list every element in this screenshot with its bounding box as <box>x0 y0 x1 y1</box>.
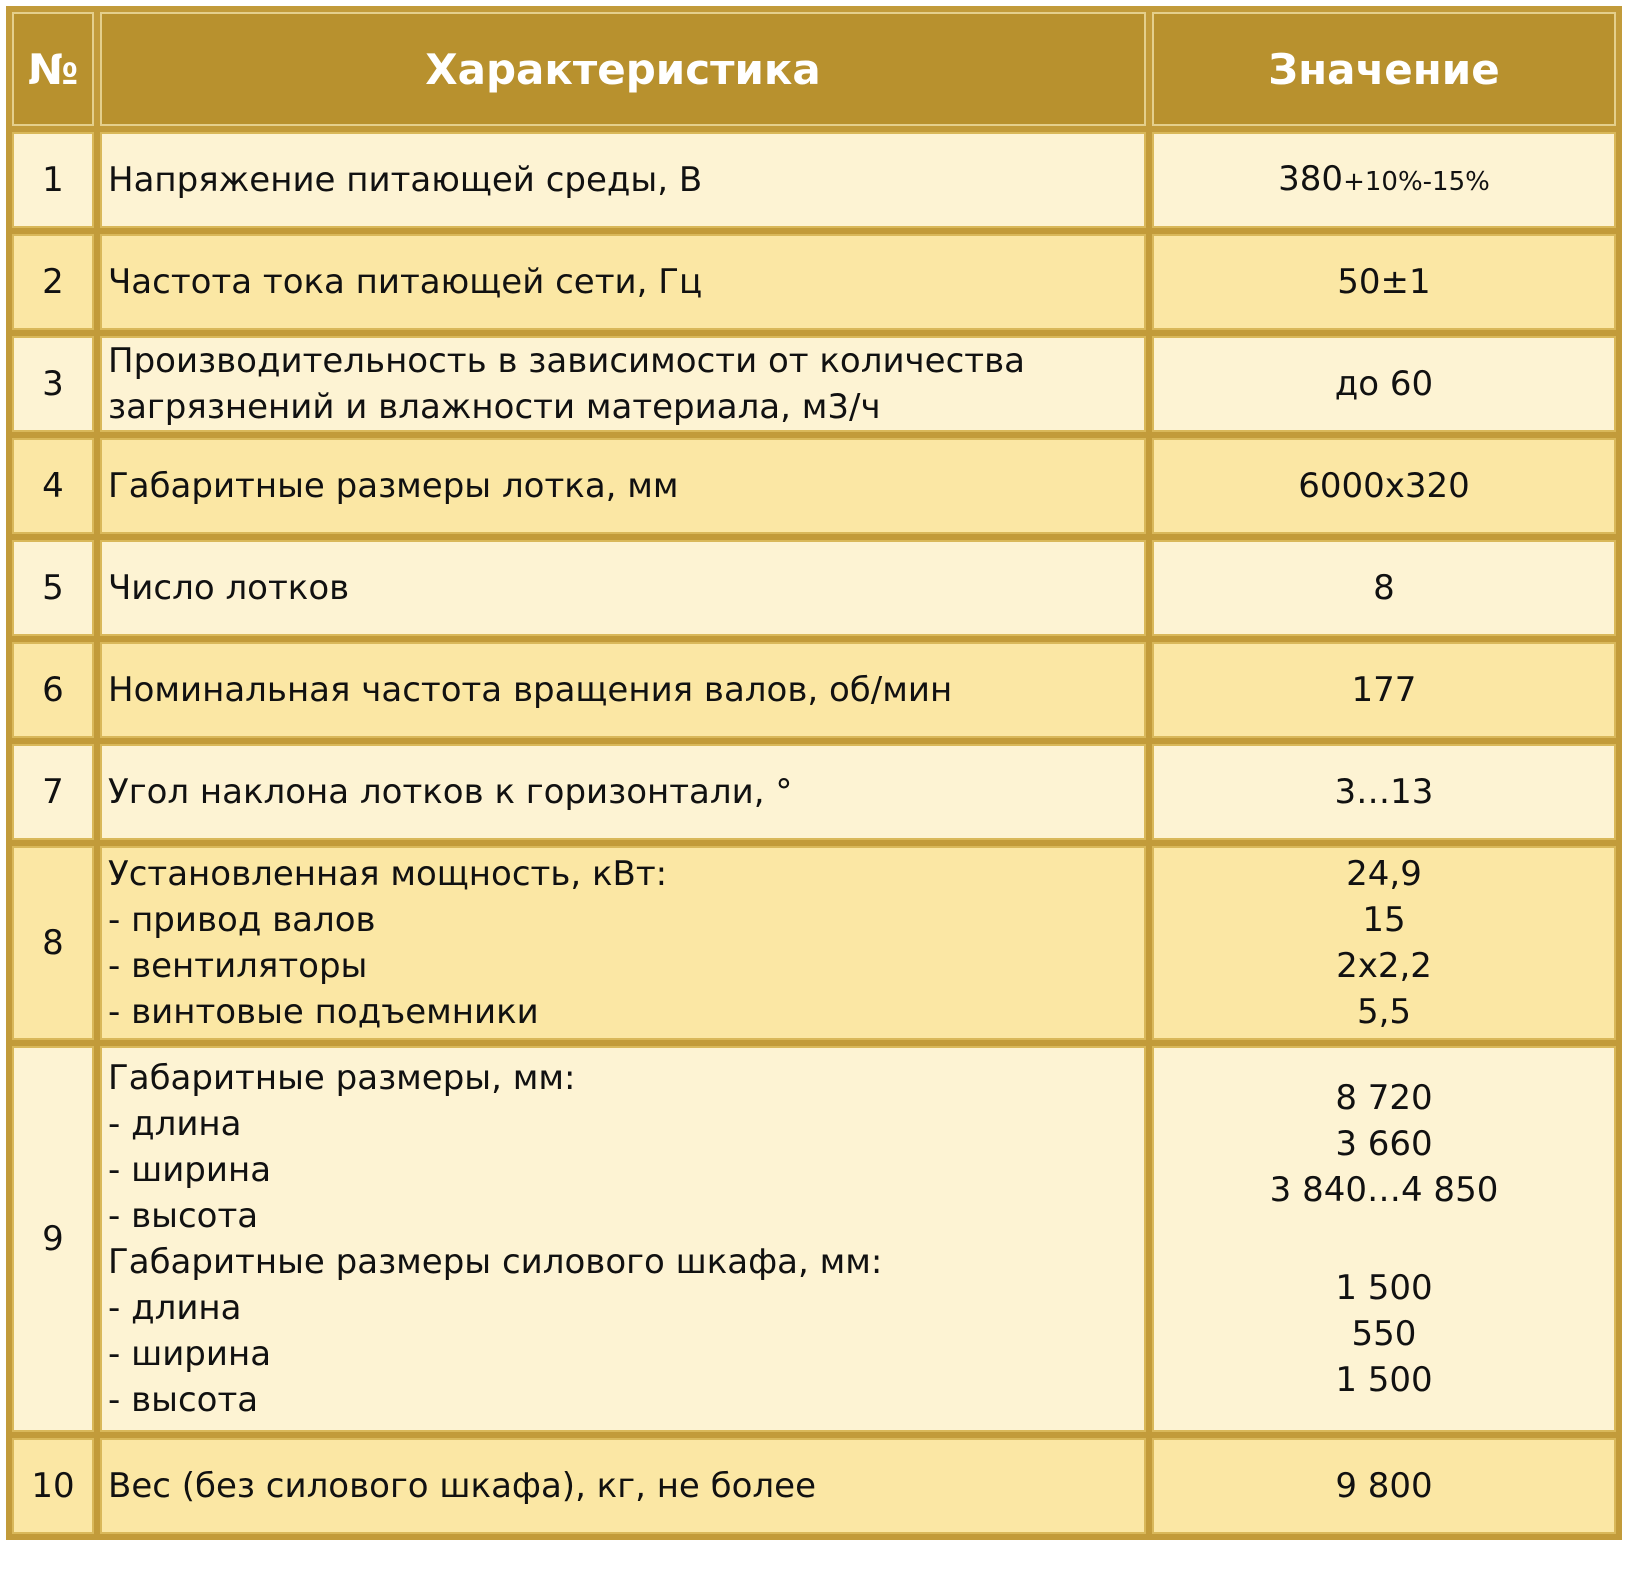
value-line: 9 800 <box>1335 1466 1433 1506</box>
row-num: 5 <box>12 540 94 636</box>
characteristic-line: - ширина <box>108 1150 272 1190</box>
characteristic-line: Габаритные размеры лотка, мм <box>108 466 679 506</box>
characteristic-line: Число лотков <box>108 568 350 608</box>
row-characteristic <box>100 1046 1146 1432</box>
value-line: 50±1 <box>1337 262 1431 302</box>
value-line: 24,9 <box>1346 854 1422 894</box>
characteristic-line: Установленная мощность, кВт: <box>108 854 668 894</box>
row-value <box>1152 1046 1616 1432</box>
characteristic-line: - длина <box>108 1288 242 1328</box>
value-gap <box>1160 1213 1608 1265</box>
row-num: 9 <box>12 1046 94 1432</box>
row-num: 1 <box>12 132 94 228</box>
header-value: Значение <box>1152 12 1616 126</box>
table-row <box>12 1046 1616 1432</box>
row-value <box>1152 540 1616 636</box>
row-value <box>1152 132 1616 228</box>
row-num: 6 <box>12 642 94 738</box>
value-tolerance: +10%-15% <box>1343 166 1490 197</box>
row-characteristic <box>100 1438 1146 1534</box>
row-num: 2 <box>12 234 94 330</box>
value-line: 3…13 <box>1334 772 1434 812</box>
value-line: 1 500 <box>1335 1360 1433 1400</box>
value-line: 8 720 <box>1335 1078 1433 1118</box>
table-row <box>12 234 1616 330</box>
value-line: 5,5 <box>1356 992 1412 1032</box>
characteristic-line: - ширина <box>108 1334 272 1374</box>
table-row <box>12 336 1616 432</box>
row-value <box>1152 744 1616 840</box>
row-value <box>1152 336 1616 432</box>
header-num: № <box>12 12 94 126</box>
characteristic-line: Частота тока питающей сети, Гц <box>108 262 703 302</box>
row-characteristic <box>100 438 1146 534</box>
row-characteristic <box>100 744 1146 840</box>
characteristic-line: Габаритные размеры, мм: <box>108 1058 576 1098</box>
value-main: 380 <box>1278 158 1344 199</box>
table-row <box>12 540 1616 636</box>
table-row <box>12 744 1616 840</box>
row-num: 7 <box>12 744 94 840</box>
table-row <box>12 132 1616 228</box>
table-row <box>12 846 1616 1040</box>
row-num: 8 <box>12 846 94 1040</box>
value-line: 15 <box>1362 900 1406 940</box>
value-line: до 60 <box>1334 364 1434 404</box>
characteristic-line: - высота <box>108 1380 259 1420</box>
row-num: 3 <box>12 336 94 432</box>
table-row <box>12 1438 1616 1534</box>
characteristic-line: Габаритные размеры силового шкафа, мм: <box>108 1242 883 1282</box>
value-line: 1 500 <box>1335 1268 1433 1308</box>
row-value <box>1152 438 1616 534</box>
value-line: 2х2,2 <box>1336 946 1432 986</box>
value-line: 3 840…4 850 <box>1269 1170 1499 1210</box>
specifications-table <box>6 6 1622 1540</box>
row-value <box>1152 846 1616 1040</box>
row-value <box>1152 234 1616 330</box>
header-row <box>12 12 1616 126</box>
row-num: 10 <box>12 1438 94 1534</box>
row-characteristic <box>100 234 1146 330</box>
row-num: 4 <box>12 438 94 534</box>
row-characteristic <box>100 132 1146 228</box>
characteristic-line: - высота <box>108 1196 259 1236</box>
characteristic-line: Вес (без силового шкафа), кг, не более <box>108 1466 816 1506</box>
characteristic-line: Угол наклона лотков к горизонтали, ° <box>108 772 793 812</box>
value-line: 177 <box>1351 670 1417 710</box>
row-characteristic <box>100 336 1146 432</box>
characteristic-line: загрязнений и влажности материала, м3/ч <box>108 387 881 427</box>
table-row <box>12 642 1616 738</box>
row-characteristic <box>100 540 1146 636</box>
row-characteristic <box>100 642 1146 738</box>
row-characteristic <box>100 846 1146 1040</box>
characteristic-line: - привод валов <box>108 900 376 940</box>
value-line: 6000х320 <box>1298 466 1470 506</box>
characteristic-line: - вентиляторы <box>108 946 368 986</box>
characteristic-line: Производительность в зависимости от количества <box>108 341 1025 381</box>
header-characteristic: Характеристика <box>100 12 1146 126</box>
row-value <box>1152 642 1616 738</box>
characteristic-line: - длина <box>108 1104 242 1144</box>
characteristic-line: Номинальная частота вращения валов, об/мин <box>108 670 953 710</box>
value-line: 550 <box>1351 1314 1417 1354</box>
row-value <box>1152 1438 1616 1534</box>
value-line: 3 660 <box>1335 1124 1433 1164</box>
table-row <box>12 438 1616 534</box>
characteristic-line: Напряжение питающей среды, В <box>108 160 703 200</box>
value-line: 8 <box>1373 568 1395 608</box>
characteristic-line: - винтовые подъемники <box>108 992 539 1032</box>
